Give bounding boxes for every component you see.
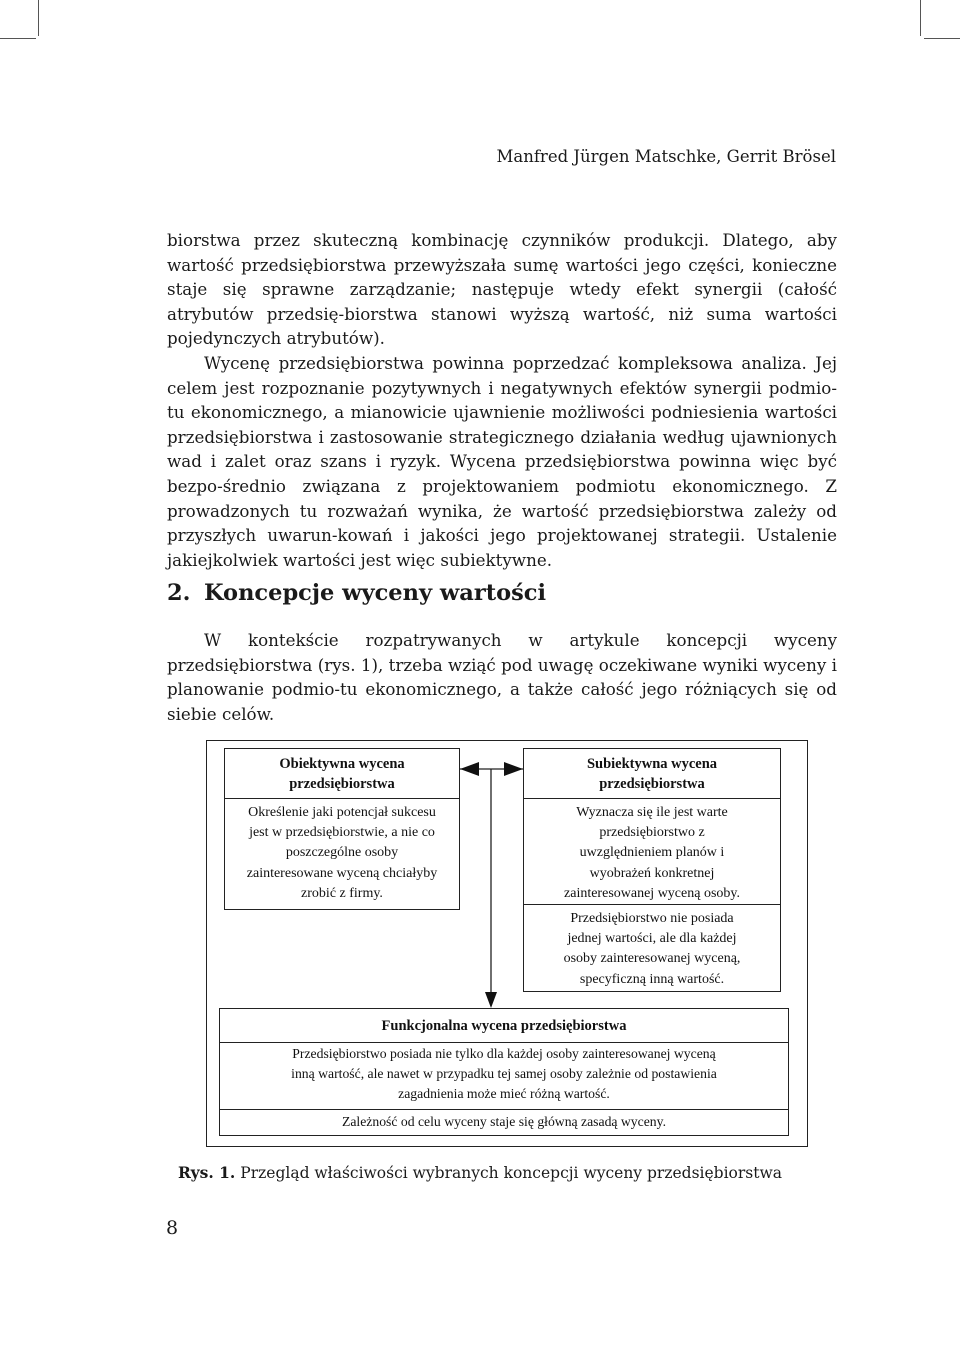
- caption-label: Rys. 1.: [178, 1163, 236, 1182]
- crop-mark-top-right: [920, 0, 921, 36]
- objective-description: Określenie jaki potencjał sukcesu jest w przedsiębiorstwie, a nie co poszczególne osoby zainteresowane wyceną chciałyby zrobić z firmy.: [246, 805, 438, 901]
- figure-caption: [0, 1163, 960, 1182]
- divider: [225, 798, 459, 799]
- section-heading: [167, 578, 546, 608]
- crop-mark-left: [0, 38, 36, 39]
- running-head: Manfred Jürgen Matschke, Gerrit Brösel: [496, 147, 836, 166]
- functional-valuation-box: [219, 1008, 789, 1136]
- objective-title: Obiektywna wycena przedsiębiorstwa: [279, 756, 405, 792]
- functional-description: Przedsiębiorstwo posiada nie tylko dla każdej osoby zainteresowanej wyceną inną wartość, ale nawet w przypadku tej samej osoby zależnie od postawienia zagadnienia może mieć różną wartość.: [291, 1046, 717, 1102]
- subjective-note: Przedsiębiorstwo nie posiada jednej wartości, ale dla każdej osoby zainteresowanej wyceną, specyficzną inną wartość.: [563, 911, 741, 987]
- page-number: 8: [166, 1217, 179, 1239]
- functional-principle: Zależność od celu wyceny staje się główną zasadą wyceny.: [341, 1114, 667, 1129]
- crop-mark-right: [924, 38, 960, 39]
- paragraph-2: Wycenę przedsiębiorstwa powinna poprzedzać kompleksowa analiza. Jej celem jest rozpoznanie pozytywnych i negatywnych efektów synergii podmio-tu ekonomicznego, a mianowicie ujawnienie możliwości podniesienia wartości przedsiębiorstwa i zastosowanie strategicznego działania według ujawnionych wad i zalet oraz szans i ryzyk. Wycena przedsiębiorstwa powinna więc być bezpo-średnio związana z projektowaniem podmiotu ekonomicznego. Z prowadzonych tu rozważań wynika, że wartość przedsiębiorstwa zależy od przyszłych uwarun-kowań i jakości jego projektowanej strategii. Ustalenie jakiejkolwiek wartości jest więc subiektywne.: [167, 352, 838, 570]
- divider: [524, 904, 780, 905]
- crop-mark-top-left: [38, 0, 39, 36]
- caption-text: Przegląd właściwości wybranych koncepcji wyceny przedsiębiorstwa: [240, 1164, 782, 1182]
- divider: [524, 798, 780, 799]
- section-title: Koncepcje wyceny wartości: [204, 580, 547, 606]
- paragraph-1: biorstwa przez skuteczną kombinację czynników produkcji. Dlatego, aby wartość przedsiębiorstwa przewyższała sumę wartości jego części, konieczne staje się sprawne zarządzanie; następuje wtedy efekt synergii (całość atrybutów przedsię-biorstwa stanowi wyższą wartość, niż suma wartości pojedynczych atrybutów).: [167, 230, 837, 349]
- subjective-description: Wyznacza się ile jest warte przedsiębiorstwo z uwzględnieniem planów i wyobrażeń konkretnej zainteresowanej wyceną osoby.: [564, 805, 740, 901]
- paragraph-3: W kontekście rozpatrywanych w artykule koncepcji wyceny przedsiębiorstwa (rys. 1), trzeba wziąć pod uwagę oczekiwane wyniki wyceny i planowanie podmio-tu ekonomicznego, a także całość jego różniących się od siebie celów.: [167, 630, 837, 724]
- divider: [220, 1109, 788, 1110]
- body-text-block: [167, 228, 837, 572]
- subjective-valuation-box: [523, 748, 781, 992]
- body-text-block-2: [167, 628, 837, 726]
- functional-title: Funkcjonalna wycena przedsiębiorstwa: [381, 1018, 627, 1034]
- divider: [220, 1042, 788, 1043]
- section-number: 2.: [167, 580, 191, 606]
- objective-valuation-box: [224, 748, 460, 910]
- subjective-title: Subiektywna wycena przedsiębiorstwa: [586, 756, 718, 792]
